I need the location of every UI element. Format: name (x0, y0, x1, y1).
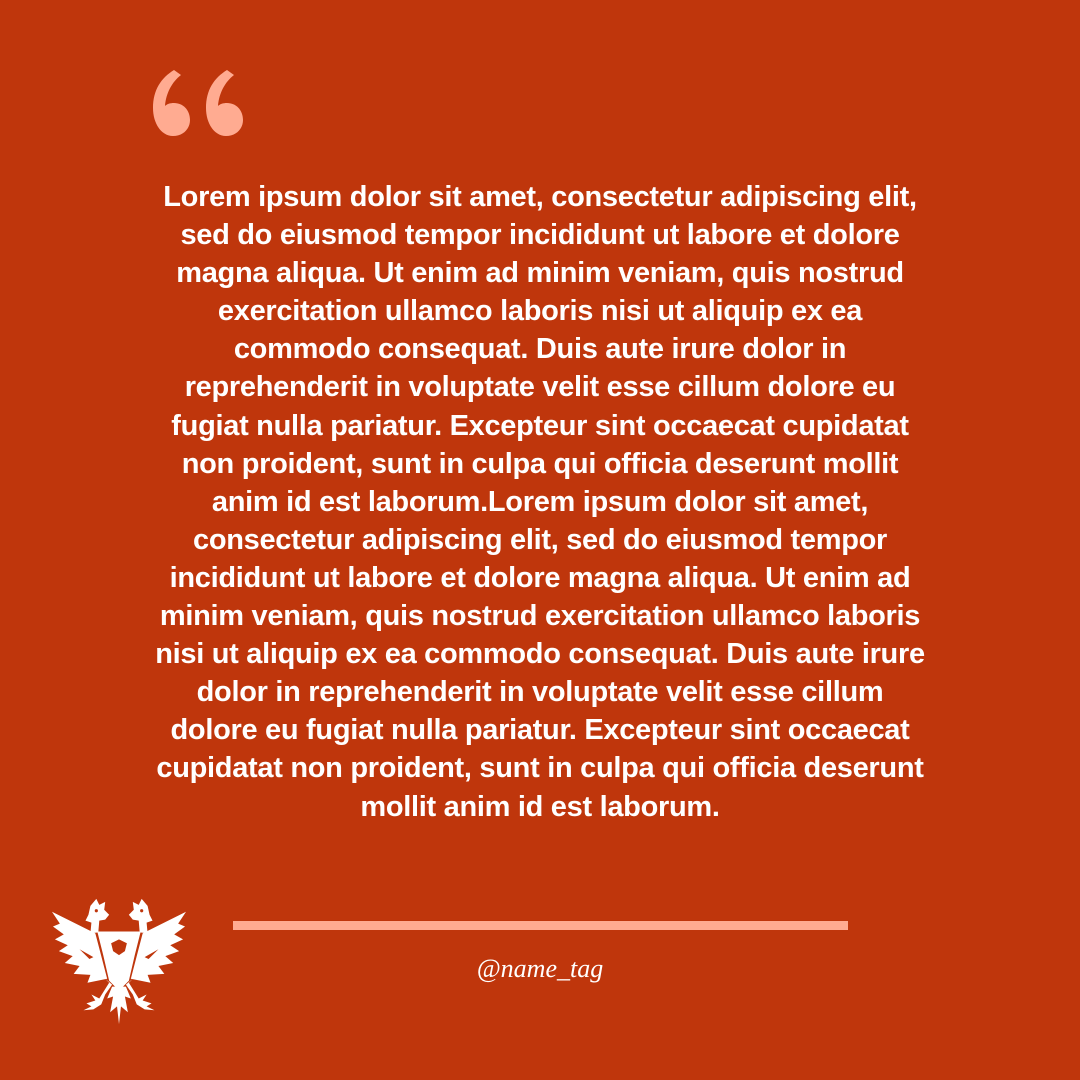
quote-text: Lorem ipsum dolor sit amet, consectetur adipiscing elit, sed do eiusmod tempor incididunt ut labore et dolore magna aliqua. Ut enim ad minim veniam, quis nostrud exercitation ullamco laboris nisi ut aliquip ex ea commodo consequat. Duis aute irure dolor in reprehenderit in voluptate velit esse cillum dolore eu fugiat nulla pariatur. Excepteur sint occaecat cupidatat non proident, sunt in culpa qui officia deserunt mollit anim id est laborum.Lorem ipsum dolor sit amet, consectetur adipiscing elit, sed do eiusmod tempor incididunt ut labore et dolore magna aliqua. Ut enim ad minim veniam, quis nostrud exercitation ullamco laboris nisi ut aliquip ex ea commodo consequat. Duis aute irure dolor in reprehenderit in voluptate velit esse cillum dolore eu fugiat nulla pariatur. Excepteur sint occaecat cupidatat non proident, sunt in culpa qui officia deserunt mollit anim id est laborum. (155, 181, 925, 823)
divider (233, 921, 848, 930)
double-headed-eagle-icon (50, 895, 188, 1030)
author-handle: @name_tag (476, 954, 604, 983)
quote-icon (148, 66, 248, 146)
